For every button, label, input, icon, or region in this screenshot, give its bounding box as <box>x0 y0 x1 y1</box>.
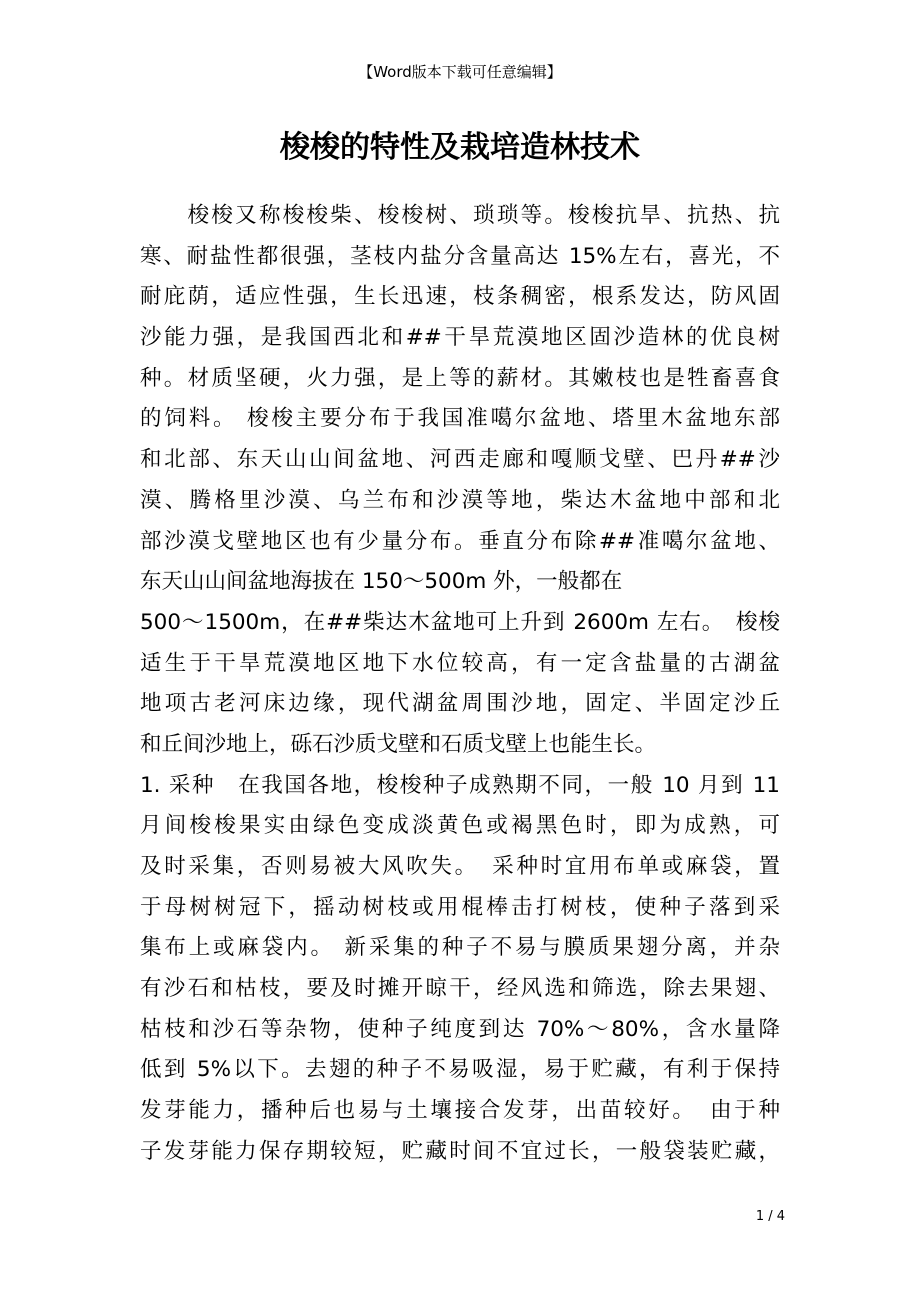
text-line: 沙能力强，是我国西北和##干旱荒漠地区固沙造林的优良树 <box>140 325 780 351</box>
text-line: 寒、耐盐性都很强，茎枝内盐分含量高达 15%左右，喜光，不 <box>140 243 780 269</box>
page-number: 1 / 4 <box>755 1209 785 1224</box>
text-line: 梭梭又称梭梭柴、梭梭树、琐琐等。梭梭抗旱、抗热、抗 <box>140 203 780 228</box>
text-line: 发芽能力，播种后也易与土壤接合发芽，出苗较好。 由于种 <box>140 1098 780 1124</box>
text-line: 有沙石和枯枝，要及时摊开晾干，经风选和筛选，除去果翅、 <box>140 976 780 1002</box>
text-line: 东天山山间盆地海拔在 150～500m 外，一般都在 <box>140 569 623 595</box>
text-line: 和北部、东天山山间盆地、河西走廊和嘎顺戈壁、巴丹##沙 <box>140 447 780 473</box>
text-line: 耐庇荫，适应性强，生长迅速，枝条稠密，根系发达，防风固 <box>140 284 780 310</box>
text-line: 于母树树冠下，摇动树枝或用棍棒击打树枝，使种子落到采 <box>140 894 780 920</box>
text-line: 部沙漠戈壁地区也有少量分布。垂直分布除##准噶尔盆地、 <box>140 528 780 554</box>
text-line: 月间梭梭果实由绿色变成淡黄色或褐黑色时，即为成熟，可 <box>140 813 780 839</box>
page-title: 梭梭的特性及栽培造林技术 <box>280 130 640 165</box>
text-line: 集布上或麻袋内。 新采集的种子不易与膜质果翅分离，并杂 <box>140 935 780 961</box>
text-line: 及时采集，否则易被大风吹失。 采种时宜用布单或麻袋，置 <box>140 854 780 879</box>
text-line: 低到 5%以下。去翅的种子不易吸湿，易于贮藏，有利于保持 <box>140 1057 780 1083</box>
header-note: 【Word版本下载可任意编辑】 <box>358 63 562 81</box>
text-line: 地项古老河床边缘，现代湖盆周围沙地，固定、半固定沙丘 <box>140 691 780 717</box>
text-line: 1. 采种 在我国各地，梭梭种子成熟期不同，一般 10 月到 11 <box>140 772 780 798</box>
text-line: 漠、腾格里沙漠、乌兰布和沙漠等地，柴达木盆地中部和北 <box>140 487 780 513</box>
text-line: 枯枝和沙石等杂物，使种子纯度到达 70%～80%，含水量降 <box>140 1016 780 1042</box>
body-text <box>140 196 780 1173</box>
text-line: 种。材质坚硬，火力强，是上等的薪材。其嫩枝也是牲畜喜食 <box>140 365 780 391</box>
text-line: 适生于干旱荒漠地区地下水位较高，有一定含盐量的古湖盆 <box>140 650 780 676</box>
text-line: 500～1500m，在##柴达木盆地可上升到 2600m 左右。 梭梭 <box>140 609 780 635</box>
text-line: 和丘间沙地上，砾石沙质戈壁和石质戈壁上也能生长。 <box>140 731 657 757</box>
text-line: 子发芽能力保存期较短，贮藏时间不宜过长，一般袋装贮藏， <box>140 1138 780 1164</box>
text-line: 的饲料。 梭梭主要分布于我国准噶尔盆地、塔里木盆地东部 <box>140 406 780 432</box>
